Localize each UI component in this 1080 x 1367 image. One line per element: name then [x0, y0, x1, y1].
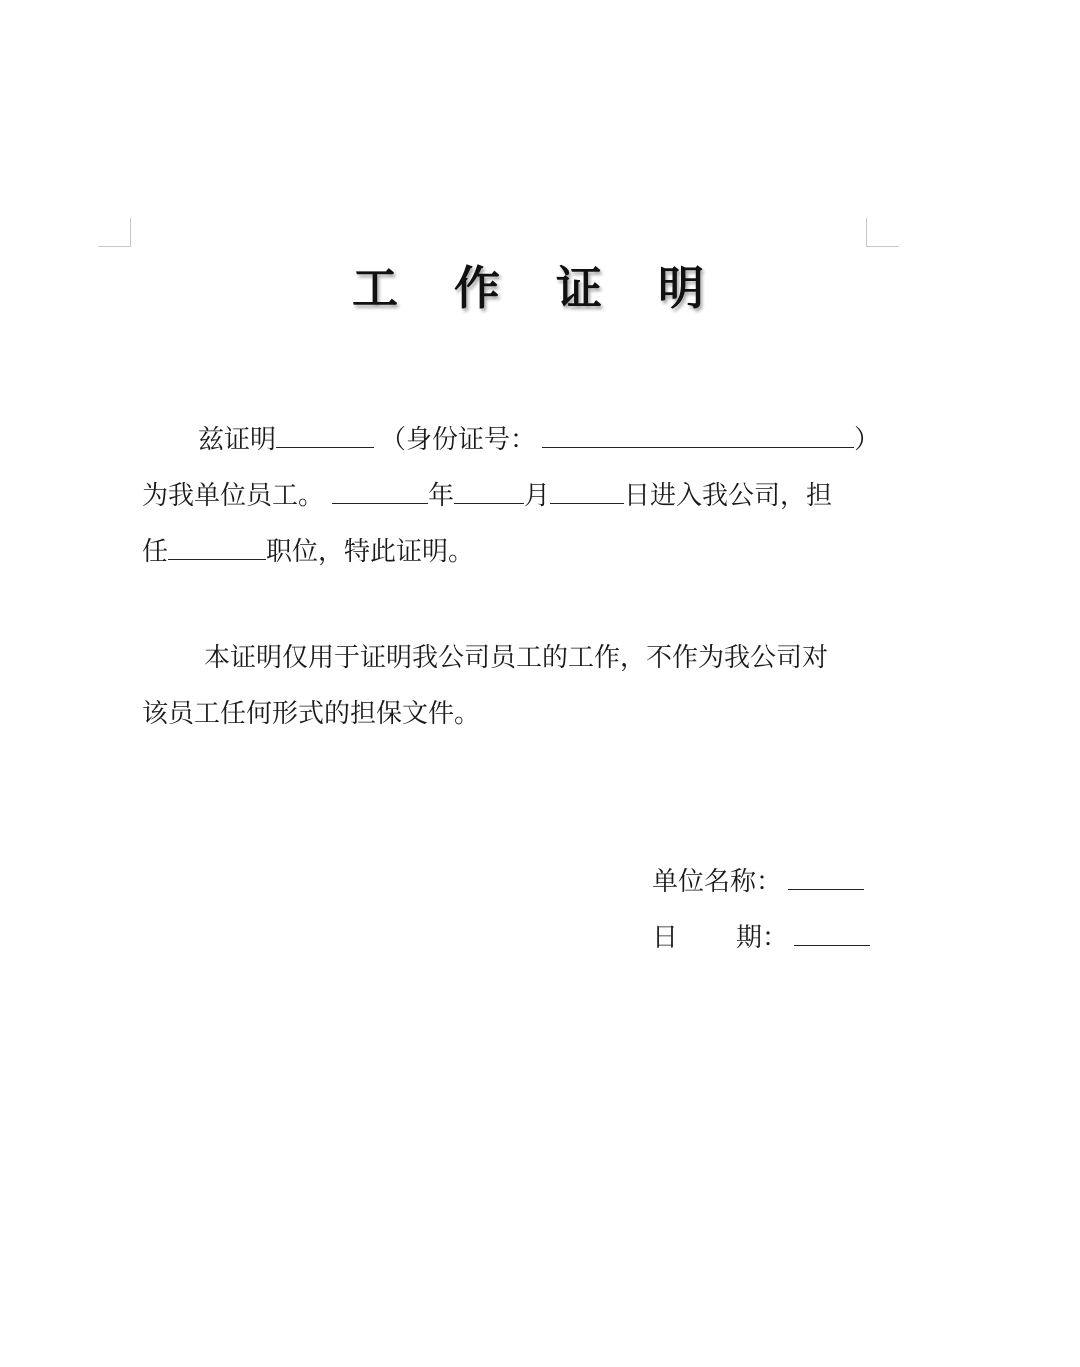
id-label: （身份证号：	[380, 425, 537, 455]
certify-text: 兹证明	[198, 425, 277, 455]
id-close-paren: ）	[854, 425, 881, 455]
employee-text: 为我单位员工。	[142, 481, 325, 511]
position-blank[interactable]	[168, 533, 266, 560]
year-blank[interactable]	[332, 477, 428, 504]
document-title: 工 作 证 明	[352, 261, 725, 315]
paragraph-2-line-2: 该员工任何形式的担保文件。	[142, 699, 481, 729]
date-label-day: 日	[652, 923, 679, 953]
unit-name-blank[interactable]	[788, 863, 864, 890]
unit-name-row	[652, 863, 864, 898]
page-corner-mark-top-right	[866, 218, 899, 247]
date-label-period: 期：	[736, 923, 789, 953]
page-corner-mark-top-left	[98, 218, 131, 247]
name-blank[interactable]	[276, 421, 374, 448]
day-blank[interactable]	[550, 477, 624, 504]
position-suffix: 职位，特此证明。	[266, 537, 475, 567]
year-label: 年	[428, 481, 455, 511]
date-blank[interactable]	[794, 919, 870, 946]
date-row	[652, 919, 870, 954]
position-prefix: 任	[142, 537, 169, 567]
paragraph-2-line-1: 本证明仅用于证明我公司员工的工作，不作为我公司对	[204, 643, 829, 673]
paragraph-1-line-1	[198, 421, 880, 456]
month-label: 月	[524, 481, 551, 511]
month-blank[interactable]	[454, 477, 524, 504]
paragraph-1-line-3	[142, 533, 474, 568]
unit-name-label: 单位名称：	[652, 867, 783, 897]
paragraph-1-line-2	[142, 477, 832, 512]
id-number-blank[interactable]	[542, 421, 854, 448]
day-label: 日进入我公司，担	[624, 481, 833, 511]
